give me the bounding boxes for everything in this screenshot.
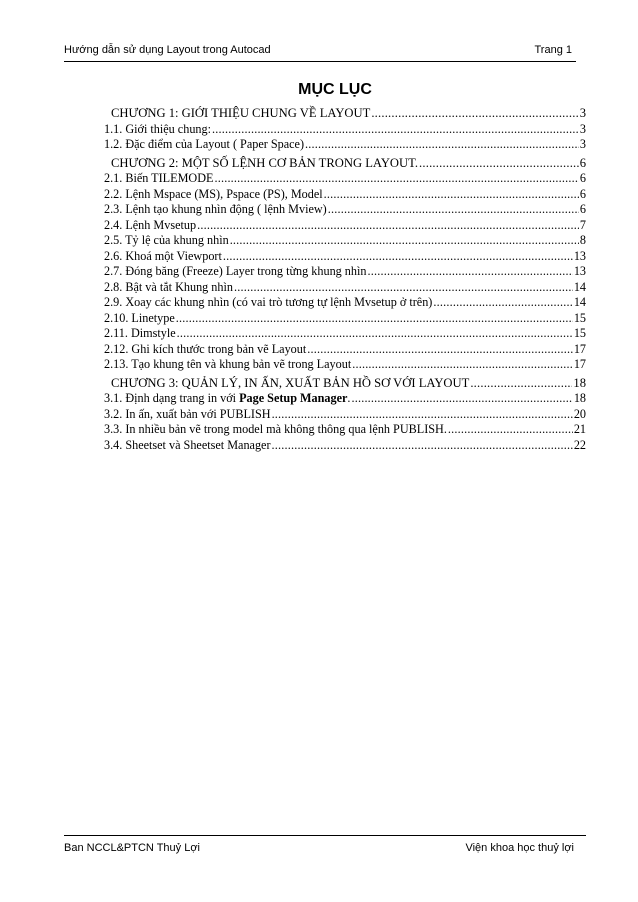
toc-page-number: 17 — [573, 341, 586, 356]
toc-entry[interactable] — [104, 326, 586, 342]
toc-dot-leader — [470, 376, 572, 392]
toc-entry[interactable] — [104, 342, 586, 358]
toc-entry-title: 2.8. Bật và tắt Khung nhìn — [104, 279, 233, 294]
toc-entry-title: 2.13. Tạo khung tên và khung bản vẽ trong Layout — [104, 357, 352, 371]
toc-dot-leader — [324, 187, 579, 203]
toc-title: MỤC LỤC — [298, 81, 372, 98]
toc-dot-leader — [419, 156, 579, 172]
toc-dot-leader — [223, 249, 573, 265]
header-page-number: Trang 1 — [534, 44, 572, 56]
toc-dot-leader — [177, 326, 573, 342]
toc-entry[interactable] — [104, 391, 586, 407]
toc-entry-title: CHƯƠNG 1: GIỚI THIỆU CHUNG VỀ LAYOUT — [111, 106, 371, 120]
toc-entry-title: 2.9. Xoay các khung nhìn (có vai trò tương tự lệnh Mvsetup ở trên) — [104, 295, 433, 309]
toc-page-number: 14 — [573, 295, 586, 309]
toc-page-number: 14 — [573, 279, 586, 294]
toc-page-number: 3 — [579, 121, 586, 136]
page-footer — [64, 835, 586, 854]
toc-dot-leader — [371, 106, 578, 122]
toc-entry-title: 1.2. Đặc điểm của Layout ( Paper Space) — [104, 137, 304, 151]
toc-entry[interactable] — [104, 311, 586, 327]
header-document-title: Hướng dẫn sử dụng Layout trong Autocad — [64, 44, 271, 56]
toc-dot-leader — [230, 233, 579, 249]
toc-entry[interactable] — [104, 438, 586, 454]
toc-dot-leader — [351, 391, 572, 407]
table-of-contents — [104, 106, 586, 453]
toc-entry[interactable] — [104, 357, 586, 373]
toc-entry-title: 2.3. Lệnh tạo khung nhìn động ( lệnh Mview) — [104, 202, 327, 216]
toc-dot-leader — [214, 171, 578, 187]
toc-page-number: 17 — [573, 357, 586, 371]
toc-entry-title: 3.3. In nhiều bản vẽ trong model mà không thông qua lệnh PUBLISH. — [104, 422, 447, 436]
toc-entry-title: 2.7. Đóng băng (Freeze) Layer trong từng khung nhìn — [104, 264, 367, 278]
toc-entry-title: 2.11. Dimstyle — [104, 326, 176, 340]
toc-chapter-entry[interactable] — [104, 376, 586, 392]
toc-page-number: 13 — [573, 248, 586, 263]
toc-dot-leader — [328, 202, 579, 218]
toc-dot-leader — [272, 438, 573, 454]
toc-dot-leader — [234, 280, 573, 296]
toc-page-number: 15 — [573, 326, 586, 340]
toc-entry-title: 2.12. Ghi kích thước trong bản vẽ Layout — [104, 341, 307, 356]
toc-entry-title: 2.2. Lệnh Mspace (MS), Pspace (PS), Model — [104, 186, 323, 201]
toc-page-number: 22 — [573, 437, 586, 452]
toc-page-number: 18 — [573, 375, 586, 390]
toc-entry[interactable] — [104, 422, 586, 438]
toc-entry[interactable] — [104, 122, 586, 138]
toc-entry[interactable] — [104, 407, 586, 423]
toc-entry[interactable] — [104, 171, 586, 187]
toc-page-number: 20 — [573, 406, 586, 421]
toc-page-number: 3 — [579, 106, 586, 120]
toc-page-number: 6 — [579, 155, 586, 170]
footer-organization: Ban NCCL&PTCN Thuỷ Lợi — [64, 842, 201, 854]
toc-chapter-entry[interactable] — [104, 106, 586, 122]
toc-dot-leader — [305, 137, 579, 153]
toc-page-number: 6 — [579, 202, 586, 216]
toc-entry[interactable] — [104, 202, 586, 218]
toc-entry-title: 3.2. In ấn, xuất bản với PUBLISH — [104, 406, 271, 421]
toc-entry[interactable] — [104, 137, 586, 153]
toc-dot-leader — [367, 264, 572, 280]
toc-entry[interactable] — [104, 233, 586, 249]
toc-page-number: 21 — [573, 422, 586, 436]
toc-dot-leader — [272, 407, 573, 423]
footer-institute: Viện khoa học thuỷ lợi — [465, 842, 574, 854]
toc-entry-title: 2.5. Tỷ lệ của khung nhìn — [104, 233, 229, 247]
toc-entry[interactable] — [104, 218, 586, 234]
toc-dot-leader — [212, 122, 579, 138]
toc-page-number: 8 — [579, 233, 586, 247]
toc-page-number: 15 — [573, 310, 586, 325]
toc-chapter-entry[interactable] — [104, 156, 586, 172]
toc-entry-title: 2.10. Linetype — [104, 310, 175, 325]
toc-page-number: 3 — [579, 137, 586, 151]
toc-entry-title: 3.1. Định dạng trang in với Page Setup Manager. — [104, 391, 351, 405]
toc-dot-leader — [197, 218, 579, 234]
toc-page-number: 18 — [573, 391, 586, 405]
toc-entry[interactable] — [104, 187, 586, 203]
toc-page-number: 6 — [579, 171, 586, 185]
toc-dot-leader — [176, 311, 573, 327]
toc-page-number: 13 — [573, 264, 586, 278]
toc-dot-leader — [448, 422, 573, 438]
toc-dot-leader — [307, 342, 573, 358]
toc-entry[interactable] — [104, 264, 586, 280]
toc-entry-title: 2.1. Biến TILEMODE — [104, 171, 214, 185]
toc-entry[interactable] — [104, 295, 586, 311]
toc-entry-title: CHƯƠNG 3: QUẢN LÝ, IN ẤN, XUẤT BẢN HỒ SƠ VỚI LAYOUT — [111, 375, 470, 390]
toc-page-number: 7 — [579, 217, 586, 232]
toc-entry-title: 1.1. Giới thiệu chung: — [104, 121, 211, 136]
toc-entry-title: 3.4. Sheetset và Sheetset Manager — [104, 437, 271, 452]
page-header — [64, 44, 576, 62]
toc-entry[interactable] — [104, 280, 586, 296]
toc-page-number: 6 — [579, 186, 586, 201]
toc-entry[interactable] — [104, 249, 586, 265]
toc-entry-title: 2.4. Lệnh Mvsetup — [104, 217, 197, 232]
toc-dot-leader — [433, 295, 572, 311]
toc-entry-title: CHƯƠNG 2: MỘT SỐ LỆNH CƠ BẢN TRONG LAYOUT. — [111, 155, 419, 170]
toc-entry-title: 2.6. Khoá một Viewport — [104, 248, 222, 263]
toc-dot-leader — [352, 357, 573, 373]
